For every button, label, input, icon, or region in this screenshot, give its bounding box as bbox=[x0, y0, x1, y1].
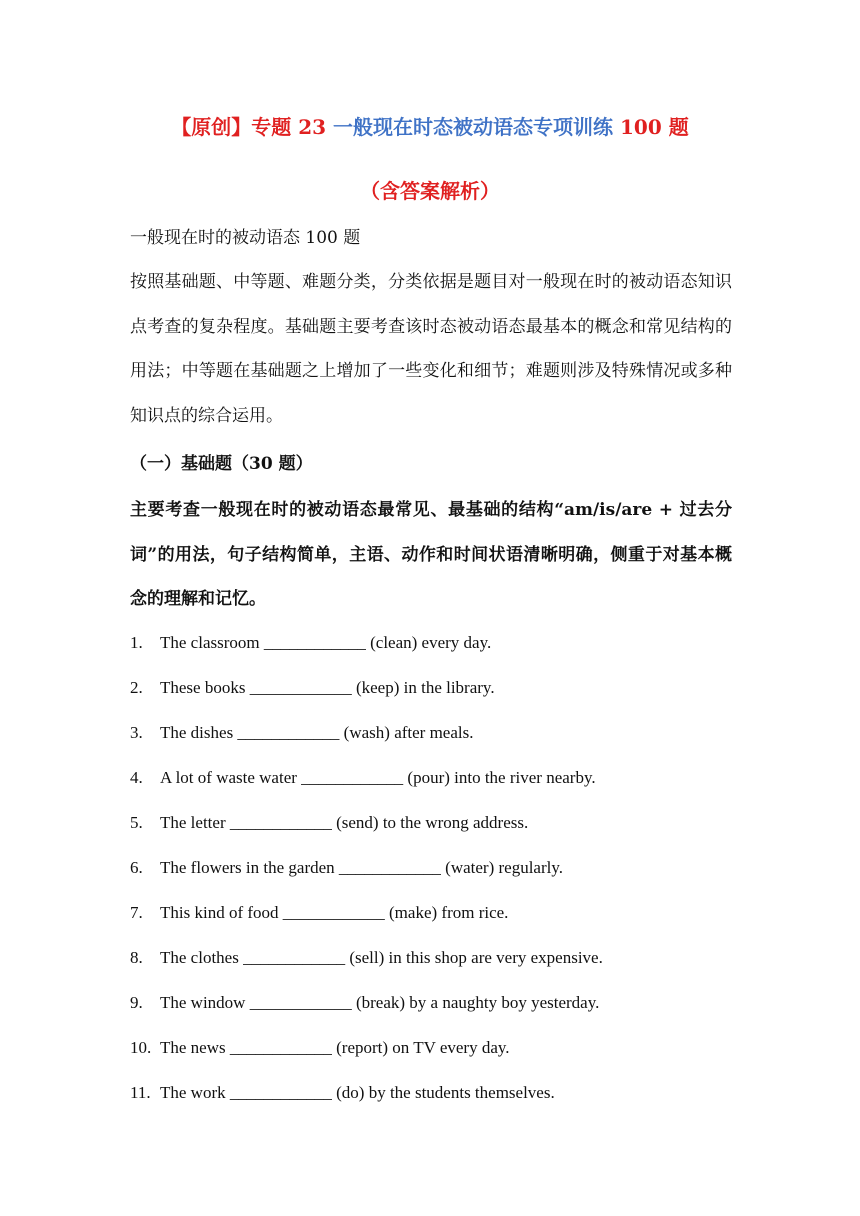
question-item bbox=[130, 935, 750, 980]
question-number: 8. bbox=[130, 948, 143, 967]
question-item bbox=[130, 1025, 750, 1070]
question-number: 7. bbox=[130, 903, 143, 922]
question-item bbox=[130, 890, 750, 935]
question-text: The flowers in the garden ____________ (water) regularly. bbox=[160, 858, 563, 877]
question-text: The clothes ____________ (sell) in this shop are very expensive. bbox=[160, 948, 603, 967]
question-item bbox=[130, 620, 750, 665]
question-number: 3. bbox=[130, 723, 143, 742]
question-item bbox=[130, 1070, 750, 1115]
question-text: A lot of waste water ____________ (pour) into the river nearby. bbox=[160, 768, 596, 787]
title-prefix: 【原创】专题 23 bbox=[171, 115, 334, 139]
section-heading: （一）基础题（30 题） bbox=[130, 454, 313, 474]
question-text: The letter ____________ (send) to the wrong address. bbox=[160, 813, 529, 832]
question-number: 11. bbox=[130, 1083, 151, 1102]
question-text: The news ____________ (report) on TV every day. bbox=[160, 1038, 510, 1057]
topic-line: 一般现在时的被动语态 100 题 bbox=[130, 228, 361, 248]
question-text: The dishes ____________ (wash) after meals. bbox=[160, 723, 474, 742]
question-text: This kind of food ____________ (make) from rice. bbox=[160, 903, 509, 922]
intro-paragraph: 按照基础题、中等题、难题分类，分类依据是题目对一般现在时的被动语态知识点考查的复杂程度。基础题主要考查该时态被动语态最基本的概念和常见结构的用法；中等题在基础题之上增加了一些变化和细节；难题则涉及特殊情况或多种知识点的综合运用。 bbox=[130, 272, 732, 426]
question-item bbox=[130, 845, 750, 890]
title-topic: 一般现在时态被动语态专项训练 bbox=[333, 115, 614, 139]
question-text: The window ____________ (break) by a naughty boy yesterday. bbox=[160, 993, 600, 1012]
question-item bbox=[130, 980, 750, 1025]
question-number: 6. bbox=[130, 858, 143, 877]
question-number: 5. bbox=[130, 813, 143, 832]
question-number: 10. bbox=[130, 1038, 152, 1057]
question-list bbox=[130, 620, 750, 1115]
question-number: 1. bbox=[130, 633, 143, 652]
document-title bbox=[0, 112, 860, 142]
section-description: 主要考查一般现在时的被动语态最常见、最基础的结构“am/is/are + 过去分词”的用法，句子结构简单，主语、动作和时间状语清晰明确，侧重于对基本概念的理解和记忆。 bbox=[130, 500, 732, 609]
question-item bbox=[130, 710, 750, 755]
question-item bbox=[130, 755, 750, 800]
question-text: The classroom ____________ (clean) every day. bbox=[160, 633, 492, 652]
question-number: 4. bbox=[130, 768, 143, 787]
document-subtitle: （含答案解析） bbox=[360, 179, 500, 203]
question-item bbox=[130, 800, 750, 845]
question-item bbox=[130, 665, 750, 710]
title-count: 100 题 bbox=[613, 115, 689, 139]
question-number: 2. bbox=[130, 678, 143, 697]
question-text: These books ____________ (keep) in the library. bbox=[160, 678, 495, 697]
question-text: The work ____________ (do) by the students themselves. bbox=[160, 1083, 555, 1102]
question-number: 9. bbox=[130, 993, 143, 1012]
